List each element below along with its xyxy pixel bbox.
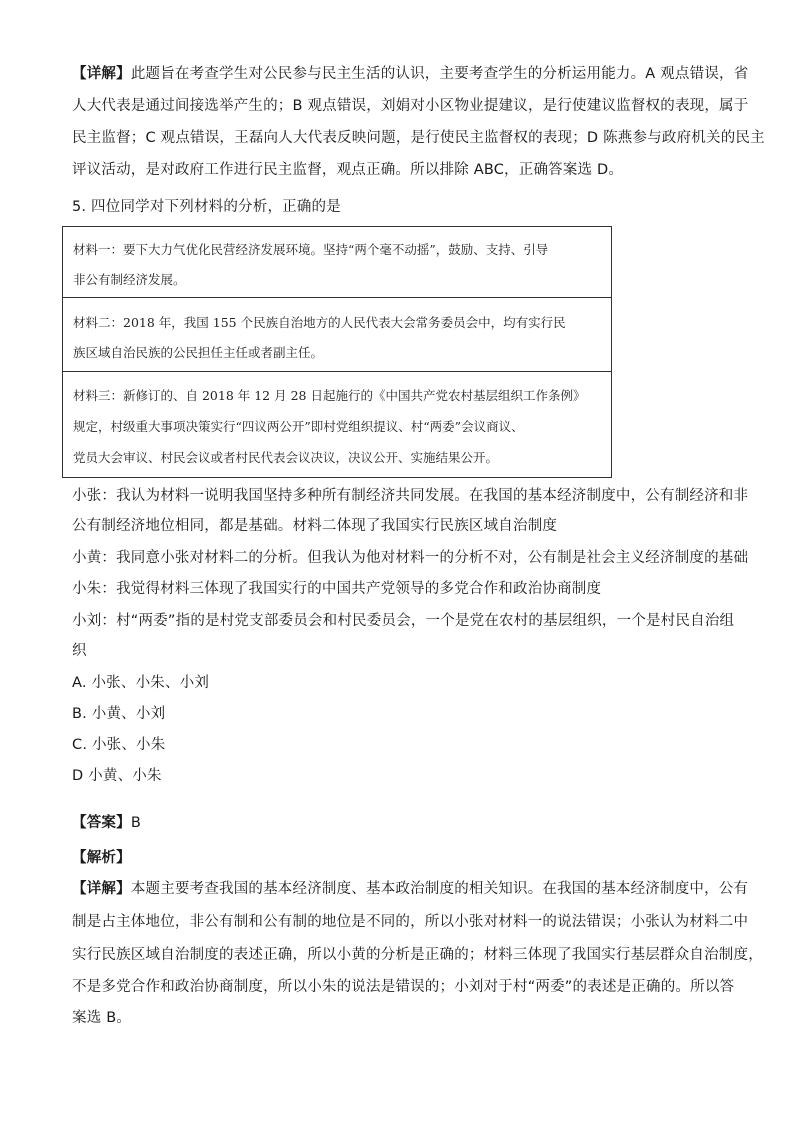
answer-line <box>72 813 141 833</box>
statement-line: 织 <box>72 643 87 659</box>
explanation-line: 民主监督；C 观点错误，王磊向人大代表反映问题，是行使民主监督权的表现；D 陈燕参与政府机关的民主 <box>72 130 765 146</box>
statement-line: 公有制经济地位相同，都是基础。材料二体现了我国实行民族区域自治制度 <box>72 518 558 534</box>
explanation-line: 评议活动，是对政府工作进行民主监督，观点正确。所以排除 ABC，正确答案选 D。 <box>72 162 624 178</box>
material-row <box>63 227 611 297</box>
explanation-line: 【详解】本题主要考查我国的基本经济制度、基本政治制度的相关知识。在我国的基本经济制度中，公有 <box>72 881 749 897</box>
material-text: 材料一：要下大力气优化民营经济发展环境。坚持“两个毫不动摇”，鼓励、支持、引导 <box>73 242 549 257</box>
option-b: B. 小黄、小刘 <box>72 706 166 722</box>
answer-value: B <box>130 815 141 831</box>
option-c: C. 小张、小朱 <box>72 737 166 753</box>
material-text: 材料二：2018 年，我国 155 个民族自治地方的人民代表大会常务委员会中，均有实行民 <box>73 315 566 330</box>
explanation-line: 案选 B。 <box>72 1010 132 1026</box>
statement-line: 小黄：我同意小张对材料二的分析。但我认为他对材料一的分析不对，公有制是社会主义经济制度的基础 <box>72 550 749 566</box>
material-row <box>63 297 611 372</box>
statement-line: 小朱：我觉得材料三体现了我国实行的中国共产党领导的多党合作和政治协商制度 <box>72 581 602 597</box>
question-stem: 5. 四位同学对下列材料的分析，正确的是 <box>72 199 341 215</box>
explanation-line: 制是占主体地位，非公有制和公有制的地位是不同的，所以小张对材料一的说法错误；小张认为材料二中 <box>72 914 749 930</box>
material-text: 族区域自治民族的公民担任主任或者副主任。 <box>73 345 324 360</box>
material-text: 党员大会审议、村民会议或者村民代表会议决议，决议公开、实施结果公开。 <box>73 450 499 465</box>
explanation-label: 【详解】 <box>72 66 131 82</box>
material-text: 非公有制经济发展。 <box>73 272 186 287</box>
option-a: A. 小张、小朱、小刘 <box>72 675 210 691</box>
option-d: D 小黄、小朱 <box>72 768 162 784</box>
explanation-line: 实行民族区域自治制度的表述正确，所以小黄的分析是正确的；材料三体现了我国实行基层群众自治制度， <box>72 947 763 963</box>
material-text: 规定，村级重大事项决策实行“四议两公开”即村党组织提议、村“两委”会议商议、 <box>73 419 524 434</box>
analysis-label: 【解析】 <box>72 850 131 866</box>
statement-line: 小张：我认为材料一说明我国坚持多种所有制经济共同发展。在我国的基本经济制度中，公有制经济和非 <box>72 488 749 504</box>
material-text: 材料三：新修订的、自 2018 年 12 月 28 日起施行的《中国共产党农村基层组织工作条例》 <box>73 388 586 403</box>
material-row <box>63 371 611 478</box>
statement-line: 小刘：村“两委”指的是村党支部委员会和村民委员会，一个是党在农村的基层组织，一个是村民自治组 <box>72 613 735 629</box>
answer-label: 【答案】 <box>72 815 131 831</box>
explanation-line: 人大代表是通过间接选举产生的；B 观点错误，刘娟对小区物业提建议，是行使建议监督权的表现，属于 <box>72 98 749 114</box>
explanation-line: 【详解】此题旨在考查学生对公民参与民主生活的认识，主要考查学生的分析运用能力。A 观点错误，省 <box>72 66 749 82</box>
explanation-line: 不是多党合作和政治协商制度，所以小朱的说法是错误的；小刘对于村“两委”的表述是正确的。所以答 <box>72 979 735 995</box>
explanation-label: 【详解】 <box>72 881 131 897</box>
materials-table <box>62 226 612 478</box>
